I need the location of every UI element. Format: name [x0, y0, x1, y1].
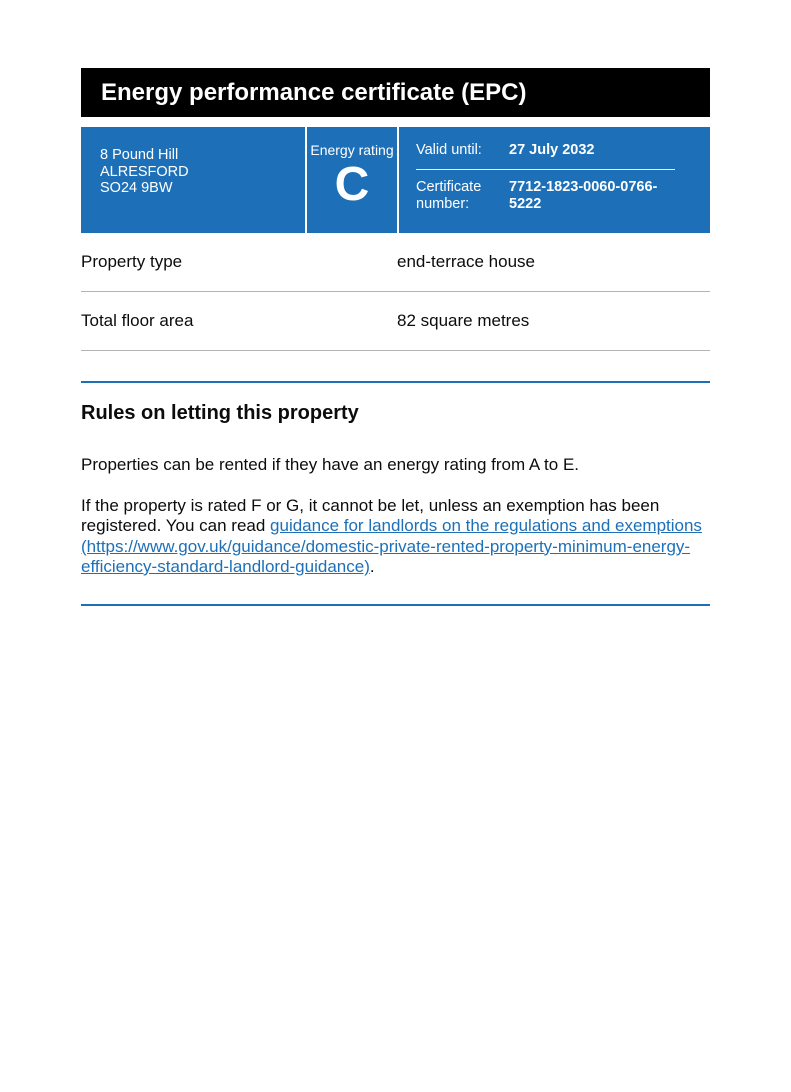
certificate-number-label: Certificate number:: [416, 179, 482, 212]
address-line-2: ALRESFORD: [100, 163, 189, 180]
valid-until-value: 27 July 2032: [509, 142, 595, 158]
total-floor-area-label: Total floor area: [81, 311, 194, 330]
energy-rating-box: [307, 127, 397, 233]
certificate-number-row: [416, 179, 710, 213]
valid-until-label: Valid until:: [416, 142, 482, 158]
rules-section-heading: Rules on letting this property: [81, 402, 359, 424]
section-divider-top: [81, 381, 710, 383]
property-summary-table: [81, 233, 710, 351]
certificate-number-value: 7712-1823-0060-0766-5222: [509, 179, 658, 212]
rules-paragraph-2-period: .: [369, 557, 375, 576]
section-divider-bottom: [81, 604, 710, 606]
property-summary-banner: [81, 127, 710, 233]
total-floor-area-value: 82 square metres: [397, 311, 530, 330]
address-line-3: SO24 9BW: [100, 180, 173, 196]
landlord-guidance-link[interactable]: guidance for landlords on the regulations and exemptions (https://www.gov.uk/guidance/domestic-private-rented-property-minimum-energy-efficiency-standard-landlord-guidance): [81, 516, 702, 576]
property-type-value: end-terrace house: [397, 252, 535, 271]
certificate-details-box: [399, 127, 710, 233]
rules-paragraph-2: [81, 496, 710, 578]
property-type-label: Property type: [81, 252, 183, 271]
page-header: [81, 68, 710, 117]
energy-rating-value: C: [334, 158, 370, 211]
certificate-page: [81, 68, 710, 606]
address-line-1: 8 Pound Hill: [100, 147, 179, 163]
rules-paragraph-1: Properties can be rented if they have an energy rating from A to E.: [81, 455, 580, 474]
banner-divider: [416, 169, 675, 170]
rules-paragraph-2-text: If the property is rated F or G, it cannot be let, unless an exemption has been registered. You can read: [81, 495, 660, 535]
table-row-total-floor-area: [81, 292, 710, 351]
valid-until-row: [416, 142, 710, 159]
energy-rating-label: Energy rating: [310, 142, 394, 158]
page-title: Energy performance certificate (EPC): [101, 78, 527, 106]
table-row-property-type: [81, 233, 710, 292]
property-address: [81, 127, 305, 233]
